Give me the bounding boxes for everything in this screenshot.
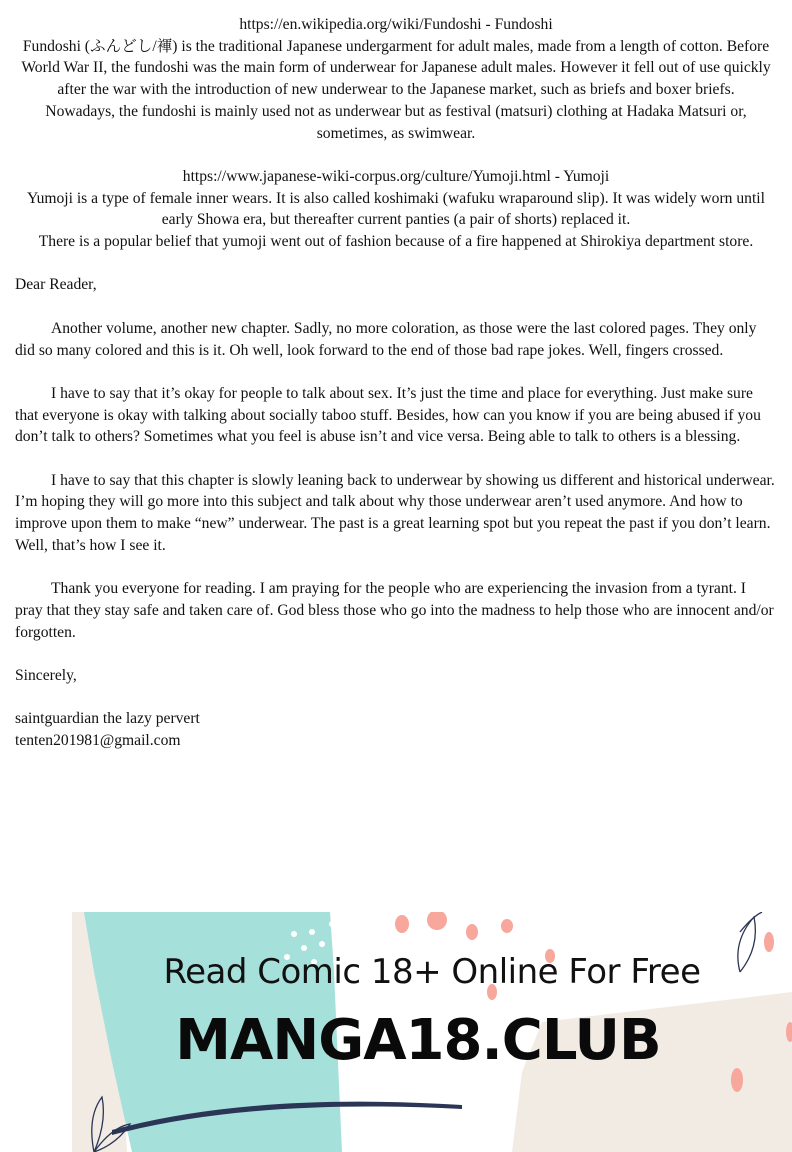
source-text: Nowadays, the fundoshi is mainly used not as underwear but as festival (matsuri) clothing at Hadaka Matsuri or, sometimes, as swimwear. (45, 102, 747, 142)
banner-tagline: Read Comic 18+ Online For Free (163, 952, 701, 992)
letter-paragraph: Another volume, another new chapter. Sadly, no more coloration, as those were the last colored pages. They only did so many colored and this is it. Oh well, look forward to the end of those bad rape jokes. Well, fingers crossed. (15, 319, 757, 359)
source-yumoji (15, 166, 777, 253)
source-text: Yumoji is a type of female inner wears. It is also called koshimaki (wafuku wraparound slip). It was widely worn until early Showa era, but thereafter current panties (a pair of shorts) replaced it. (27, 189, 765, 229)
letter-paragraph: Thank you everyone for reading. I am praying for the people who are experiencing the invasion from a tyrant. I pray that they stay safe and taken care of. God bless those who go into the madness to help those who are innocent and/or forgotten. (15, 580, 774, 641)
email: tenten201981@gmail.com (15, 732, 181, 750)
source-link[interactable]: https://www.japanese-wiki-corpus.org/culture/Yumoji.html - Yumoji (182, 167, 610, 185)
source-text: There is a popular belief that yumoji went out of fashion because of a fire happened at Shirokiya department store. (38, 233, 754, 251)
source-text: Fundoshi (ふんどし/褌) is the traditional Japanese undergarment for adult males, made from a length of cotton. Before World War II, the fundoshi was the main form of underwear for Japanese adult males. However it fell out of use quickly after the war with the introduction of new underwear to the Japanese market, such as briefs and boxer briefs. (21, 37, 771, 99)
closing: Sincerely, (15, 666, 77, 684)
source-link[interactable]: https://en.wikipedia.org/wiki/Fundoshi - Fundoshi (239, 16, 553, 33)
letter-paragraph: I have to say that it’s okay for people to talk about sex. It’s just the time and place for everything. Just make sure that everyone is okay with talking about socially taboo stuff. Besides, how can you know if you are being abused if you don’t talk to others? Sometimes what you feel is abuse isn’t and vice versa. Being able to talk to others is a blessing. (15, 384, 761, 446)
banner-site-name[interactable]: MANGA18.CLUB (175, 1008, 661, 1073)
source-fundoshi (15, 14, 777, 144)
greeting: Dear Reader, (15, 276, 97, 294)
signature: saintguardian the lazy pervert (15, 710, 200, 728)
promo-banner[interactable] (72, 912, 792, 1152)
letter-paragraph: I have to say that this chapter is slowly leaning back to underwear by showing us different and historical underwear. I’m hoping they will go more into this subject and talk about why those underwear aren’t used anymore. And how to improve upon them to make “new” underwear. The past is a great learning spot but you repeat the past if you don’t learn. Well, that’s how I see it. (15, 471, 775, 554)
document (15, 14, 777, 752)
